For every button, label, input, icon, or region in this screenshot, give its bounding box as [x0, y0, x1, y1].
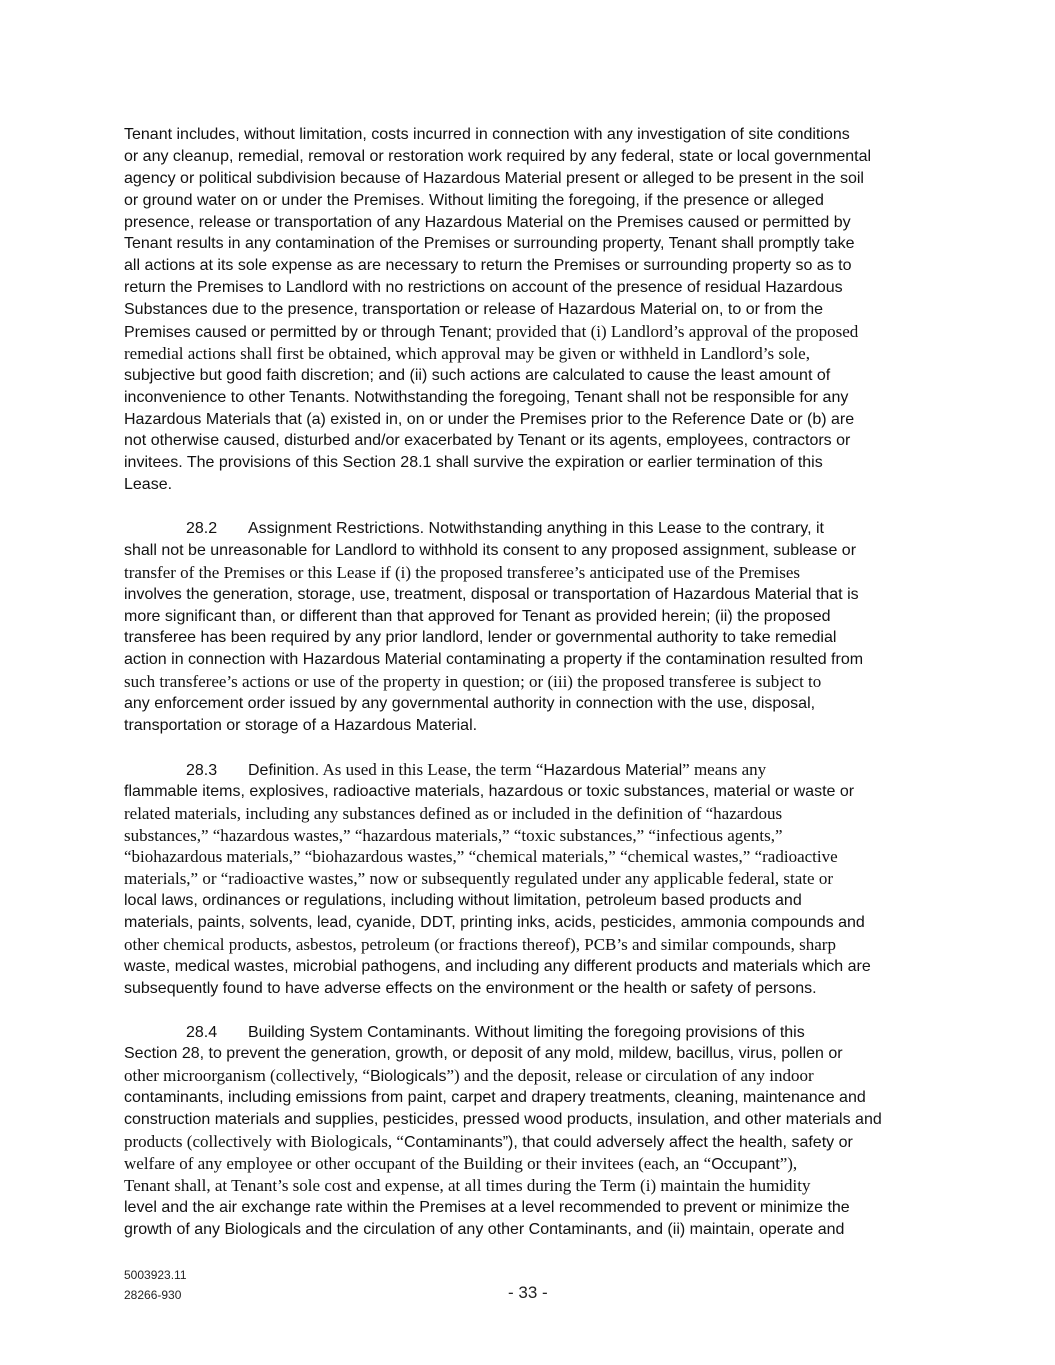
text-line: agency or political subdivision because of Hazardous Material present or alleged to be present in the soil	[124, 169, 864, 187]
text-line: remedial actions shall first be obtained, which approval may be given or withheld in Landlord’s sole,	[124, 343, 810, 363]
text-line: Tenant results in any contamination of the Premises or surrounding property, Tenant shall promptly take	[124, 235, 855, 253]
text-run-serif: ”),	[779, 1153, 798, 1173]
paragraph-28-1-continued	[124, 124, 934, 496]
text-line: materials, paints, solvents, lead, cyanide, DDT, printing inks, acids, pesticides, ammonia compounds and	[124, 914, 865, 932]
text-line: Tenant includes, without limitation, costs incurred in connection with any investigation of site conditions	[124, 126, 850, 143]
text-line: flammable items, explosives, radioactive materials, hazardous or toxic substances, material or waste or	[124, 782, 855, 800]
text-line: construction materials and supplies, pesticides, pressed wood products, insulation, and other materials and	[124, 1111, 882, 1129]
section-first-line	[124, 518, 934, 540]
text-run-serif: As used in this Lease, the term “	[319, 759, 544, 779]
section-heading: Building System Contaminants.	[248, 1023, 471, 1041]
text-line: Substances due to the presence, transportation or release of Hazardous Material on, to or from the	[124, 301, 824, 319]
text-line	[124, 1065, 934, 1087]
text-line: substances,” “hazardous wastes,” “hazardous materials,” “toxic substances,” “infectious agents,”	[124, 825, 783, 845]
text-line: transferee has been required by any prior landlord, lender or governmental authority to take remedial	[124, 629, 837, 647]
text-line: more significant than, or different than that approved for Tenant as provided herein; (ii) the proposed	[124, 607, 831, 625]
section-first-line	[124, 1022, 934, 1044]
text-run-serif: ”) and the deposit, release or circulation of any indoor	[446, 1066, 814, 1086]
text-run-serif: provided that (i) Landlord’s approval of the proposed	[491, 322, 859, 342]
text-line: Section 28, to prevent the generation, growth, or deposit of any mold, mildew, bacillus, virus, pollen or	[124, 1045, 843, 1063]
page-number: - 33 -	[508, 1283, 548, 1302]
text-line: presence, release or transportation of any Hazardous Material on the Premises caused or permitted by	[124, 213, 851, 231]
section-number: 28.2	[186, 520, 218, 538]
text-line: transportation or storage of a Hazardous Material.	[124, 717, 478, 735]
text-line: materials,” or “radioactive wastes,” now or subsequently regulated under any applicable federal, state or	[124, 869, 833, 889]
text-run: Notwithstanding anything in this Lease to the contrary, it	[424, 520, 824, 538]
section-28-4	[124, 1022, 934, 1241]
text-run: Without limiting the foregoing provisions of this	[470, 1023, 805, 1041]
text-run: ”), that could adversely affect the health, safety or	[502, 1133, 853, 1151]
text-line: contaminants, including emissions from paint, carpet and drapery treatments, cleaning, maintenance and	[124, 1089, 866, 1107]
section-number: 28.4	[186, 1023, 218, 1041]
text-line: transfer of the Premises or this Lease if (i) the proposed transferee’s anticipated use of the Premises	[124, 562, 800, 582]
text-line: “biohazardous materials,” “biohazardous wastes,” “chemical materials,” “chemical wastes,” “radioactive	[124, 847, 838, 867]
text-run-serif: welfare of any employee or other occupant of the Building or their invitees (each, an “	[124, 1153, 712, 1173]
text-line: involves the generation, storage, use, treatment, disposal or transportation of Hazardous Material that is	[124, 585, 859, 603]
text-line	[124, 1131, 934, 1153]
text-line: or ground water on or under the Premises. Without limiting the foregoing, if the presence or alleged	[124, 191, 824, 209]
document-body	[124, 124, 934, 1240]
paragraph-gap	[124, 496, 934, 518]
text-line: other chemical products, asbestos, petroleum (or fractions thereof), PCB’s and similar compounds, sharp	[124, 934, 836, 954]
text-run-serif: other microorganism (collectively, “	[124, 1066, 370, 1086]
footer-document-id: 5003923.11	[124, 1268, 187, 1282]
text-line: waste, medical wastes, microbial pathogens, and including any different products and materials which are	[124, 957, 871, 975]
text-line: all actions at its sole expense as are necessary to return the Premises or surrounding property so as to	[124, 257, 852, 275]
paragraph-gap	[124, 737, 934, 759]
text-line: shall not be unreasonable for Landlord to withhold its consent to any proposed assignment, sublease or	[124, 541, 857, 559]
section-first-line	[124, 759, 934, 781]
text-line: Hazardous Materials that (a) existed in, on or under the Premises prior to the Reference Date or (b) are	[124, 410, 855, 428]
section-28-3	[124, 759, 934, 1000]
defined-term: Biologicals	[369, 1068, 447, 1086]
section-28-2	[124, 518, 934, 737]
text-line: inconvenience to other Tenants. Notwithstanding the foregoing, Tenant shall not be responsible for any	[124, 388, 849, 406]
text-line: related materials, including any substances defined as or included in the definition of “hazardous	[124, 803, 783, 823]
footer-matter-id: 28266-930	[124, 1288, 182, 1302]
text-line: or any cleanup, remedial, removal or restoration work required by any federal, state or local governmental	[124, 147, 872, 165]
section-number: 28.3	[186, 761, 218, 779]
text-line: such transferee’s actions or use of the property in question; or (iii) the proposed transferee is subject to	[124, 672, 822, 692]
paragraph-gap	[124, 1000, 934, 1022]
defined-term: Occupant	[711, 1155, 780, 1173]
text-line: growth of any Biologicals and the circulation of any other Contaminants, and (ii) maintain, operate and	[124, 1220, 845, 1238]
text-line	[124, 1153, 934, 1175]
text-line: any enforcement order issued by any governmental authority in connection with the use, disposal,	[124, 695, 816, 713]
text-run-serif: products (collectively with Biologicals, “	[124, 1131, 404, 1151]
text-line	[124, 321, 934, 343]
section-heading: Assignment Restrictions.	[248, 520, 425, 538]
defined-term: Hazardous Material	[543, 761, 683, 779]
text-line: return the Premises to Landlord with no restrictions on account of the presence of residual Hazardous	[124, 279, 843, 297]
text-line: invitees. The provisions of this Section 28.1 shall survive the expiration or earlier termination of this	[124, 454, 823, 472]
text-line: local laws, ordinances or regulations, including without limitation, petroleum based products and	[124, 892, 802, 910]
text-line: level and the air exchange rate within the Premises at a level recommended to prevent or minimize the	[124, 1198, 850, 1216]
defined-term: Contaminants	[403, 1133, 503, 1151]
text-line: action in connection with Hazardous Material contaminating a property if the contamination resulted from	[124, 651, 864, 669]
text-line: not otherwise caused, disturbed and/or exacerbated by Tenant or its agents, employees, contractors or	[124, 432, 851, 450]
section-heading: Definition.	[248, 761, 320, 779]
text-line: subsequently found to have adverse effects on the environment or the health or safety of persons.	[124, 979, 817, 997]
text-run: Premises caused or permitted by or through Tenant;	[124, 324, 492, 342]
text-line: subjective but good faith discretion; and (ii) such actions are calculated to cause the least amount of	[124, 366, 831, 384]
text-run-serif: ” means any	[682, 759, 767, 779]
text-line: Tenant shall, at Tenant’s sole cost and expense, at all times during the Term (i) maintain the humidity	[124, 1175, 811, 1195]
text-line: Lease.	[124, 476, 173, 494]
